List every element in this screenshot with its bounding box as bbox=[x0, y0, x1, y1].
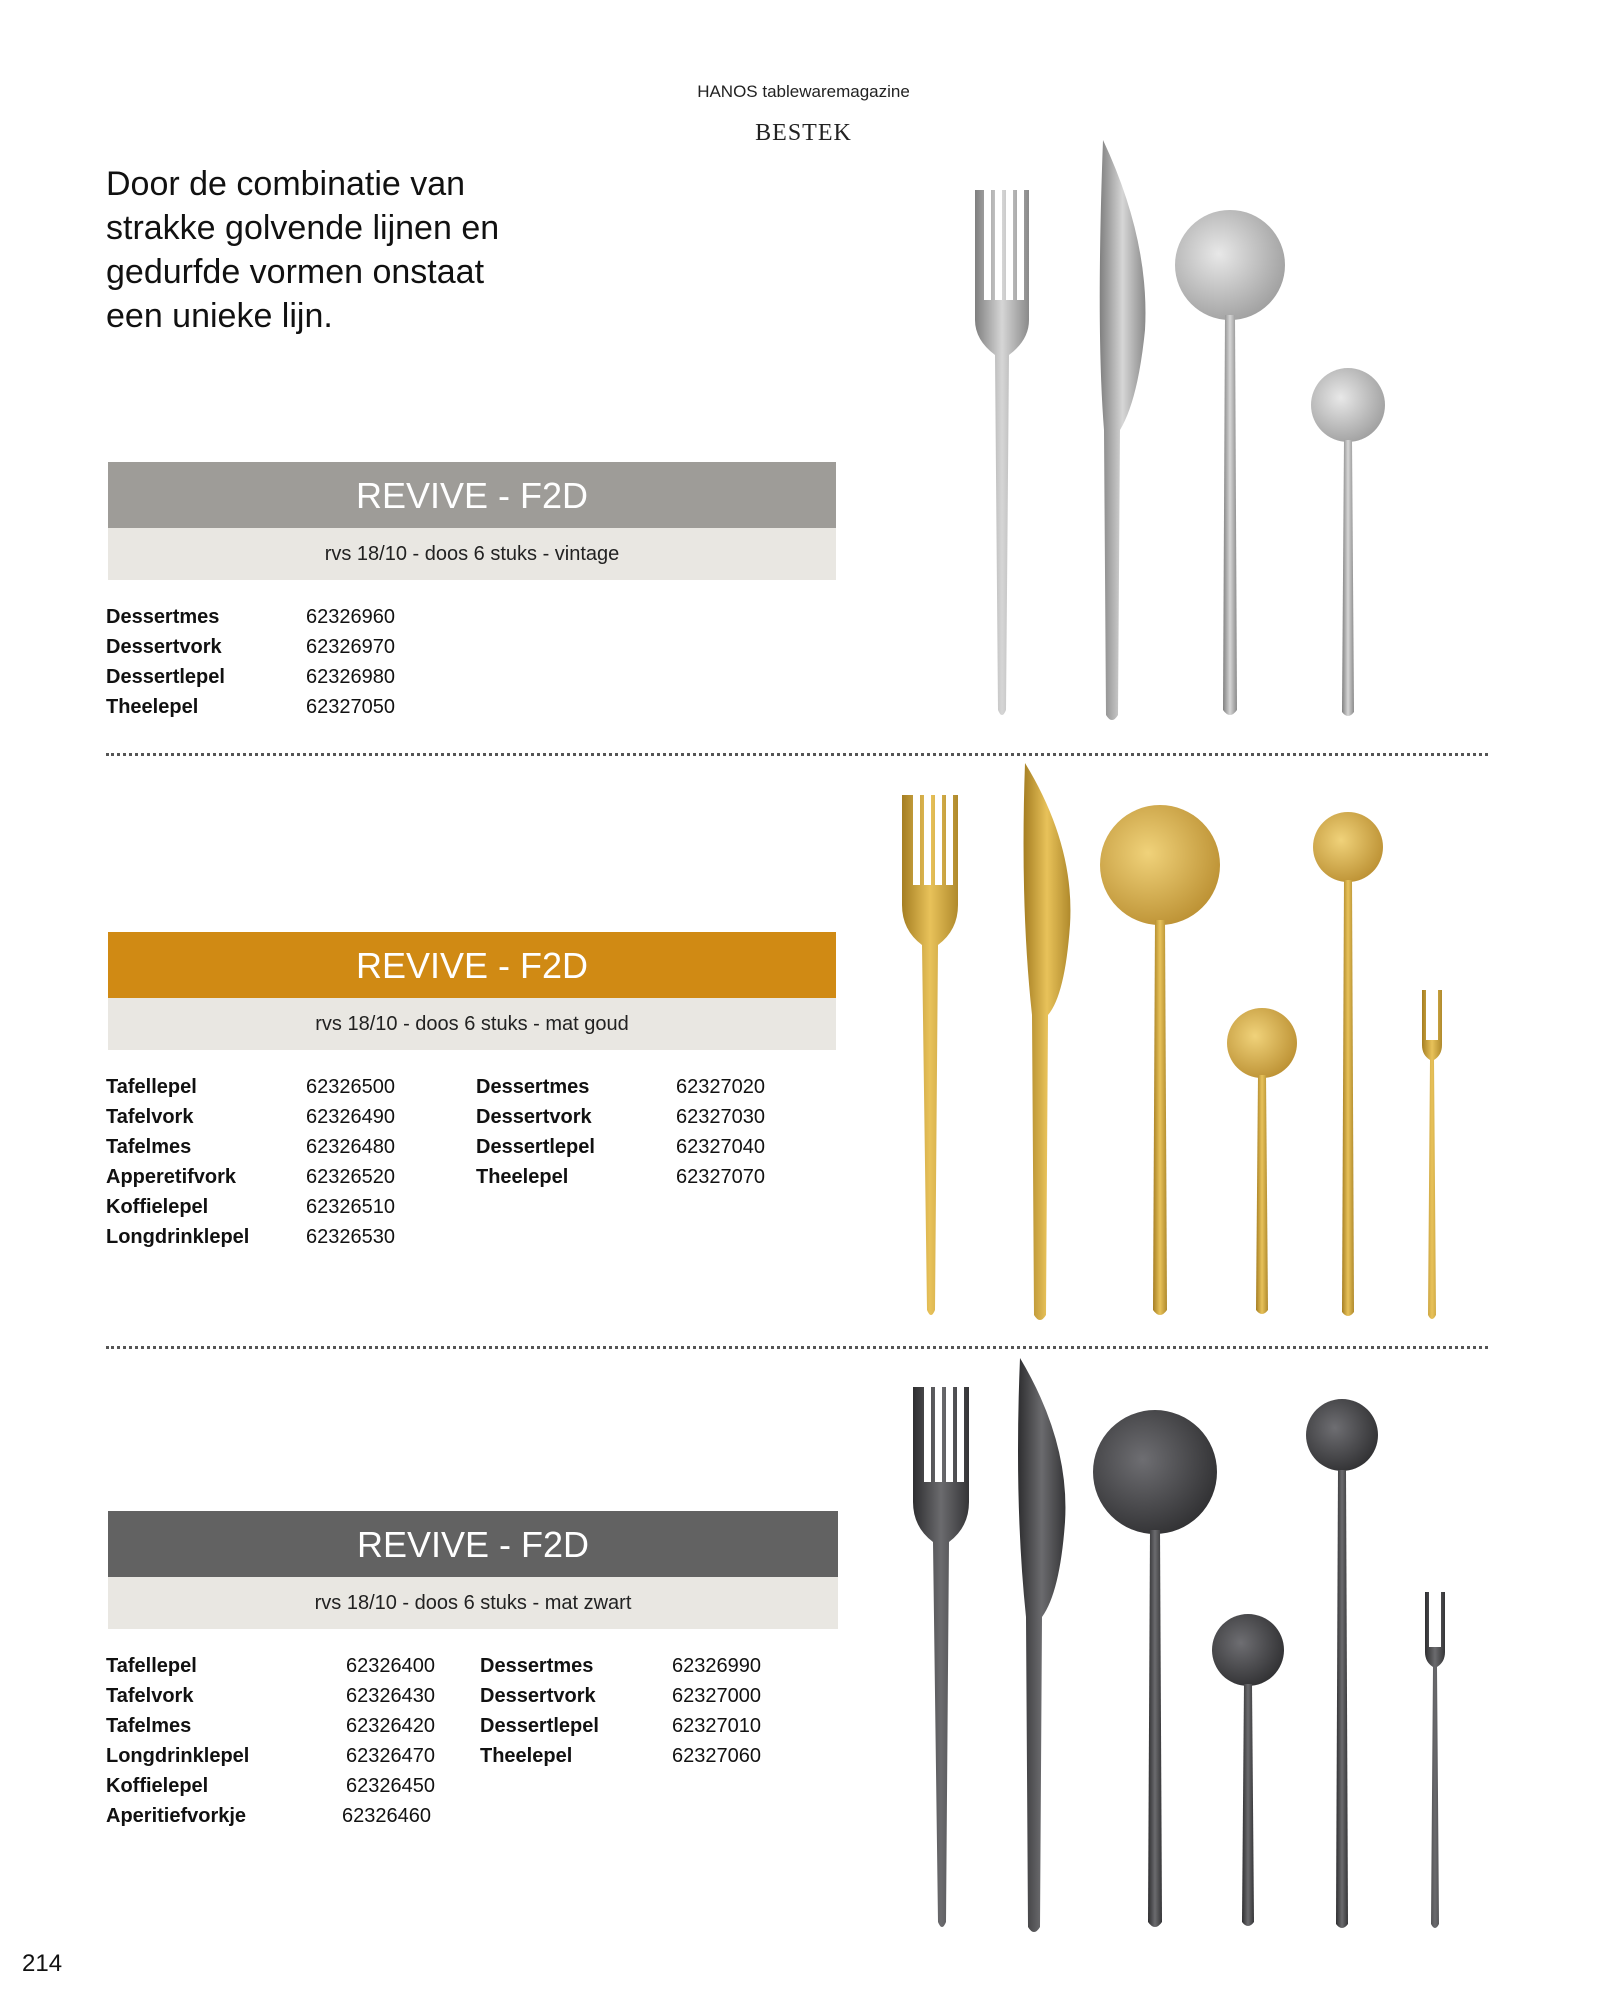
product-code: 62326530 bbox=[306, 1226, 395, 1248]
product-name: Tafelvork bbox=[106, 1685, 194, 1707]
product-code: 62327040 bbox=[676, 1136, 765, 1158]
product-row bbox=[106, 632, 395, 662]
product-code: 62326450 bbox=[346, 1775, 435, 1797]
product-name: Apperetifvork bbox=[106, 1166, 237, 1188]
knife-image bbox=[1100, 140, 1146, 720]
product-row bbox=[480, 1741, 761, 1771]
product-row bbox=[106, 662, 395, 692]
product-code: 62326460 bbox=[342, 1805, 431, 1827]
product-name: Koffielepel bbox=[106, 1196, 209, 1218]
product-code: 62327030 bbox=[676, 1106, 765, 1128]
product-code: 62326980 bbox=[306, 666, 395, 688]
product-code: 62326420 bbox=[346, 1715, 435, 1737]
product-row bbox=[476, 1132, 765, 1162]
product-name: Longdrinklepel bbox=[106, 1745, 250, 1767]
longdrink-spoon-image bbox=[1306, 1399, 1378, 1928]
product-row bbox=[480, 1681, 761, 1711]
dessert-spoon-image bbox=[1175, 210, 1285, 715]
aperitif-fork-image bbox=[1422, 990, 1442, 1319]
cutlery-photo-vintage bbox=[940, 130, 1410, 730]
product-name: Dessertvork bbox=[106, 636, 222, 658]
product-row bbox=[106, 1192, 395, 1222]
product-row bbox=[106, 1162, 395, 1192]
product-code: 62326430 bbox=[346, 1685, 435, 1707]
coffee-spoon-image bbox=[1227, 1008, 1297, 1314]
product-code: 62326970 bbox=[306, 636, 395, 658]
product-name: Dessertmes bbox=[106, 606, 220, 628]
product-name: Dessertlepel bbox=[106, 666, 225, 688]
product-name: Theelepel bbox=[480, 1745, 573, 1767]
product-list-black-right bbox=[480, 1651, 761, 1771]
magazine-name: HANOS tablewaremagazine bbox=[697, 82, 910, 101]
product-name: Dessertvork bbox=[480, 1685, 596, 1707]
product-name: Tafelmes bbox=[106, 1715, 192, 1737]
longdrink-spoon-image bbox=[1313, 812, 1383, 1316]
product-list-gold-right bbox=[476, 1072, 765, 1192]
cutlery-photo-gold bbox=[880, 755, 1460, 1335]
coffee-spoon-image bbox=[1212, 1614, 1284, 1926]
product-list-black-left bbox=[106, 1651, 435, 1831]
product-row bbox=[106, 1711, 435, 1741]
product-code: 62327000 bbox=[672, 1685, 761, 1707]
product-code: 62326490 bbox=[306, 1106, 395, 1128]
product-row bbox=[106, 1801, 431, 1831]
product-name: Dessertvork bbox=[476, 1106, 592, 1128]
intro-text: Door de combinatie van strakke golvende lijnen en gedurfde vormen onstaat een unieke lijn. bbox=[106, 165, 500, 335]
product-row bbox=[106, 1741, 435, 1771]
product-code: 62326400 bbox=[346, 1655, 435, 1677]
product-name: Tafelmes bbox=[106, 1136, 192, 1158]
product-code: 62327020 bbox=[676, 1076, 765, 1098]
product-name: Dessertmes bbox=[480, 1655, 594, 1677]
cutlery-photo-black bbox=[880, 1352, 1460, 1942]
page-number: 214 bbox=[22, 1950, 63, 1977]
product-row bbox=[106, 1132, 395, 1162]
product-row bbox=[476, 1072, 765, 1102]
product-name: Dessertlepel bbox=[480, 1715, 599, 1737]
table-spoon-image bbox=[1093, 1410, 1217, 1927]
product-code: 62326500 bbox=[306, 1076, 395, 1098]
section-title: BESTEK bbox=[755, 120, 852, 146]
series-banner-vintage: REVIVE - F2D bbox=[108, 462, 836, 528]
product-code: 62327010 bbox=[672, 1715, 761, 1737]
product-code: 62327060 bbox=[672, 1745, 761, 1767]
product-name: Tafellepel bbox=[106, 1655, 197, 1677]
series-banner-black: REVIVE - F2D bbox=[108, 1511, 838, 1577]
fork-image bbox=[913, 1387, 969, 1927]
product-row bbox=[106, 1102, 395, 1132]
product-list-gold-left bbox=[106, 1072, 395, 1252]
product-name: Theelepel bbox=[106, 696, 199, 718]
product-row bbox=[106, 1222, 395, 1252]
product-list-vintage bbox=[106, 602, 395, 722]
product-name: Tafellepel bbox=[106, 1076, 197, 1098]
product-row bbox=[106, 1771, 435, 1801]
product-name: Theelepel bbox=[476, 1166, 569, 1188]
product-code: 62326990 bbox=[672, 1655, 761, 1677]
series-subtitle-gold: rvs 18/10 - doos 6 stuks - mat goud bbox=[108, 998, 836, 1050]
product-row bbox=[106, 1681, 435, 1711]
knife-image bbox=[1024, 763, 1071, 1320]
product-row bbox=[106, 1651, 435, 1681]
product-code: 62327050 bbox=[306, 696, 395, 718]
product-row bbox=[106, 602, 395, 632]
fork-image bbox=[902, 795, 958, 1315]
series-subtitle-black: rvs 18/10 - doos 6 stuks - mat zwart bbox=[108, 1577, 838, 1629]
product-row bbox=[480, 1711, 761, 1741]
product-name: Aperitiefvorkje bbox=[106, 1805, 247, 1827]
product-code: 62326520 bbox=[306, 1166, 395, 1188]
product-code: 62327070 bbox=[676, 1166, 765, 1188]
tea-spoon-image bbox=[1311, 368, 1385, 716]
product-code: 62326480 bbox=[306, 1136, 395, 1158]
table-spoon-image bbox=[1100, 805, 1220, 1315]
knife-image bbox=[1018, 1358, 1065, 1932]
product-name: Dessertlepel bbox=[476, 1136, 595, 1158]
product-row bbox=[106, 1072, 395, 1102]
product-row bbox=[480, 1651, 761, 1681]
product-code: 62326960 bbox=[306, 606, 395, 628]
series-subtitle-vintage: rvs 18/10 - doos 6 stuks - vintage bbox=[108, 528, 836, 580]
product-code: 62326470 bbox=[346, 1745, 435, 1767]
product-name: Dessertmes bbox=[476, 1076, 590, 1098]
aperitif-fork-image bbox=[1425, 1592, 1445, 1928]
dotted-divider bbox=[106, 1346, 1488, 1349]
product-name: Longdrinklepel bbox=[106, 1226, 250, 1248]
product-name: Koffielepel bbox=[106, 1775, 209, 1797]
product-row bbox=[476, 1102, 765, 1132]
fork-image bbox=[975, 190, 1029, 715]
product-row bbox=[476, 1162, 765, 1192]
series-banner-gold: REVIVE - F2D bbox=[108, 932, 836, 998]
product-name: Tafelvork bbox=[106, 1106, 194, 1128]
product-code: 62326510 bbox=[306, 1196, 395, 1218]
product-row bbox=[106, 692, 395, 722]
